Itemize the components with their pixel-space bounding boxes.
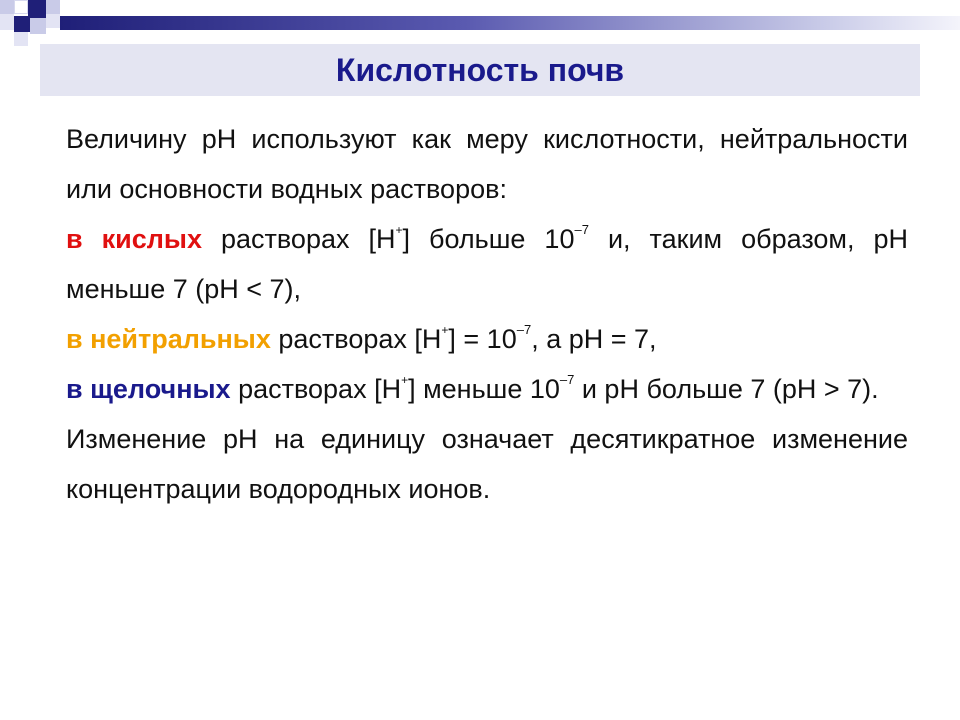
text-segment: ] меньше 10 bbox=[408, 374, 560, 404]
superscript-plus: + bbox=[441, 323, 449, 337]
text-segment: и, таким образом, pH меньше 7 (pH < 7), bbox=[66, 224, 908, 304]
text-segment: ] больше 10 bbox=[402, 224, 575, 254]
keyword-neutral: в нейтральных bbox=[66, 324, 271, 354]
superscript-exponent: –7 bbox=[516, 322, 532, 337]
slide-body bbox=[66, 114, 908, 514]
text-segment: растворах [H bbox=[270, 324, 442, 354]
paragraph-acid bbox=[66, 214, 908, 314]
text-segment: растворах [H bbox=[201, 224, 396, 254]
decor-square bbox=[14, 0, 28, 14]
decor-square bbox=[46, 0, 60, 14]
superscript-exponent: –7 bbox=[574, 222, 589, 237]
paragraph-outro: Изменение pH на единицу означает десятикратное изменение концентрации водородных ионов. bbox=[66, 424, 908, 504]
decor-square bbox=[28, 0, 46, 18]
text-segment: растворах [H bbox=[230, 374, 402, 404]
paragraph-neutral bbox=[66, 314, 908, 364]
slide-title: Кислотность почв bbox=[335, 52, 625, 88]
superscript-plus: + bbox=[401, 373, 409, 387]
paragraph-intro: Величину pH используют как меру кислотности, нейтральности или основности водных растворов: bbox=[66, 124, 908, 204]
text-segment: , а pH = 7, bbox=[531, 324, 657, 354]
header-gradient-bar bbox=[60, 16, 960, 30]
keyword-acid: в кислых bbox=[66, 224, 202, 254]
decor-square bbox=[14, 32, 28, 46]
decor-square bbox=[46, 14, 60, 28]
superscript-plus: + bbox=[395, 223, 403, 237]
decor-square bbox=[14, 16, 30, 32]
decor-square bbox=[30, 18, 46, 34]
decor-square bbox=[0, 14, 14, 30]
decor-square bbox=[0, 0, 14, 14]
paragraph-alkaline bbox=[66, 364, 908, 414]
keyword-alkaline: в щелочных bbox=[66, 374, 231, 404]
text-segment: и pH больше 7 (pH > 7). bbox=[574, 374, 879, 404]
text-segment: ] = 10 bbox=[448, 324, 517, 354]
superscript-exponent: –7 bbox=[559, 372, 575, 387]
